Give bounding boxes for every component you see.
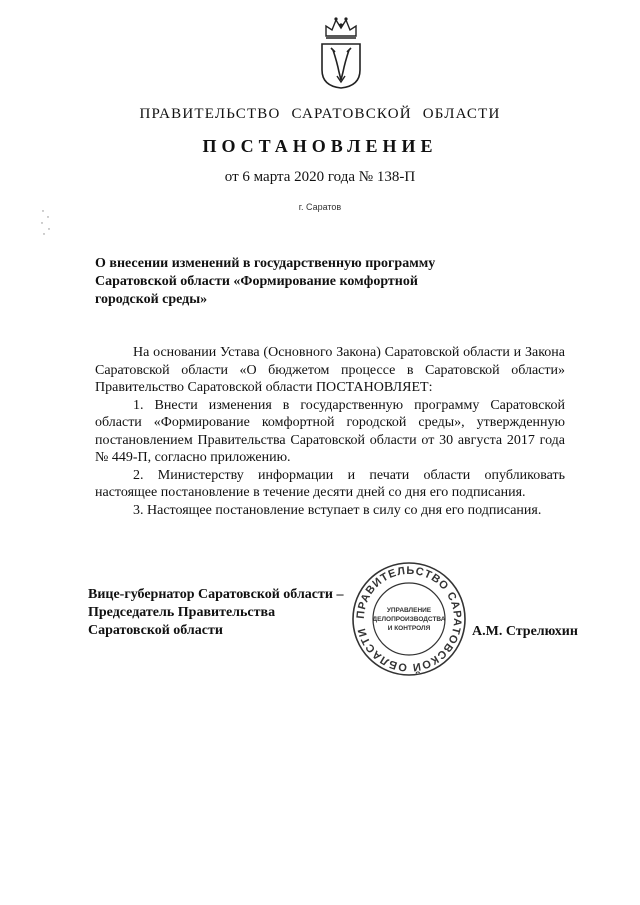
stamp-ring-text: ПРАВИТЕЛЬСТВО САРАТОВСКОЙ ОБЛАСТИ xyxy=(354,564,464,674)
stamp-center-line: ДЕЛОПРОИЗВОДСТВА xyxy=(372,616,446,623)
item-1-paragraph: 1. Внести изменения в государственную программу Саратовской области «Формирование комфортной городской среды», утвержденную постановлением Правительства Саратовской области от 30 августа 2017 года № 449-П, согласно приложению. xyxy=(95,397,565,465)
signatory-name: А.М. Стрелюхин xyxy=(472,624,578,639)
signatory-position-line: Председатель Правительства xyxy=(88,605,276,620)
stamp-center-line: И КОНТРОЛЯ xyxy=(387,625,431,632)
government-title: ПРАВИТЕЛЬСТВО САРАТОВСКОЙ ОБЛАСТИ xyxy=(139,106,501,122)
saratov-coat-of-arms-icon xyxy=(318,14,364,90)
document-type: ПОСТАНОВЛЕНИЕ xyxy=(202,136,438,156)
item-2-paragraph: 2. Министерству информации и печати области опубликовать настоящее постановление в течение десяти дней со дня его подписания. xyxy=(95,467,565,500)
document-city: г. Саратов xyxy=(298,202,342,212)
official-stamp xyxy=(350,560,468,678)
signatory-position-line: Вице-губернатор Саратовской области – xyxy=(88,587,344,602)
preamble-paragraph: На основании Устава (Основного Закона) Саратовской области и Закона Саратовской области «О бюджетом процессе в Саратовской области» Правительство Саратовской области ПОСТАНОВЛЯЕТ: xyxy=(95,345,565,395)
document-subject: О внесении изменений в государственную программу Саратовской области «Формирование комфортной городской среды» xyxy=(95,256,436,307)
document-body xyxy=(95,344,565,519)
signatory-position-line: Саратовской области xyxy=(88,623,223,638)
stamp-center-line: УПРАВЛЕНИЕ xyxy=(386,607,432,614)
signatory-position xyxy=(88,586,368,640)
margin-marks xyxy=(40,208,52,236)
item-3-paragraph: 3. Настоящее постановление вступает в силу со дня его подписания. xyxy=(133,502,542,518)
document-date-number: от 6 марта 2020 года № 138-П xyxy=(224,169,416,185)
